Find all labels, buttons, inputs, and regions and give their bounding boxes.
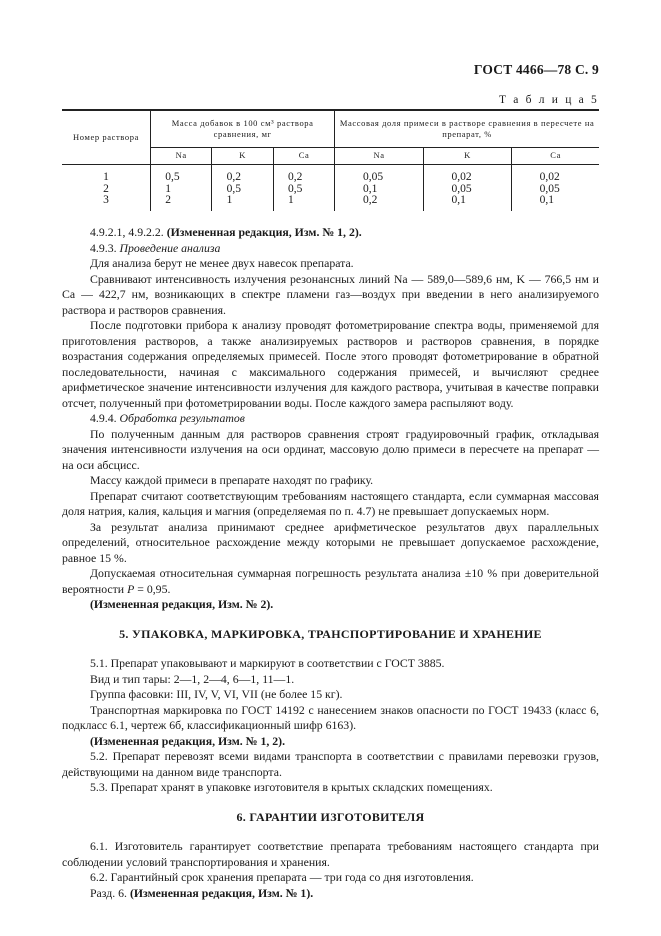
paragraph: Для анализа берут не менее двух навесок препарата. bbox=[90, 256, 354, 270]
clause-number: 4.9.4. bbox=[90, 411, 120, 425]
table-cell bbox=[273, 165, 334, 184]
table-cell bbox=[151, 184, 212, 196]
page-header: ГОСТ 4466—78 С. 9 bbox=[473, 62, 599, 77]
table-cell bbox=[423, 184, 512, 196]
subheader-na: Na bbox=[151, 148, 212, 165]
paragraph: За результат анализа принимают среднее арифметическое результатов двух параллельных определений, относительное расхождение между которыми не превышает допускаемое расхождение, равное 15 %. bbox=[62, 519, 599, 565]
table-cell: 3 bbox=[103, 194, 109, 206]
col-header-group-fraction: Массовая доля примеси в растворе сравнения в пересчете на препарат, % bbox=[335, 110, 599, 148]
text-run: Допускаемая относительная суммарная погрешность результата анализа ±10 % при доверительной вероятности bbox=[62, 566, 599, 596]
paragraph bbox=[62, 225, 599, 241]
subheader-k: K bbox=[423, 148, 512, 165]
paragraph bbox=[62, 411, 599, 427]
amendment-note: (Измененная редакция, Изм. № 1, 2). bbox=[166, 225, 362, 239]
cell-value: 0,5 bbox=[165, 171, 180, 183]
variable: P bbox=[127, 581, 135, 596]
cell-value: 0,1 bbox=[363, 182, 378, 195]
cell-value: 0,2 bbox=[226, 171, 241, 183]
subheader-ca: Ca bbox=[512, 148, 599, 165]
paragraph: 5.1. Препарат упаковывают и маркируют в соответствии с ГОСТ 3885. bbox=[90, 656, 445, 670]
table-cell bbox=[512, 184, 599, 196]
subheader-ca: Ca bbox=[273, 148, 334, 165]
paragraph: 5.3. Препарат хранят в упаковке изготовителя в крытых складских помещениях. bbox=[90, 780, 493, 794]
text-run: = 0,95. bbox=[134, 581, 171, 596]
table-cell bbox=[512, 195, 599, 211]
cell-value: 0,5 bbox=[226, 182, 241, 195]
clause-ref: 4.9.2.1, 4.9.2.2. bbox=[90, 225, 167, 239]
paragraph: 6.1. Изготовитель гарантирует соответствие препарата требованиям настоящего стандарта при соблюдении условий транспортирования и хранения. bbox=[62, 839, 599, 869]
cell-value: 0,1 bbox=[539, 194, 554, 206]
cell-value: 0,2 bbox=[288, 171, 303, 183]
table-cell bbox=[335, 165, 424, 184]
section-5-title: 5. УПАКОВКА, МАРКИРОВКА, ТРАНСПОРТИРОВАНИЕ И ХРАНЕНИЕ bbox=[119, 626, 542, 641]
table-cell: 1 bbox=[103, 171, 109, 183]
cell-value: 1 bbox=[288, 194, 294, 206]
data-table bbox=[62, 109, 599, 211]
text-run: Разд. 6. bbox=[90, 885, 130, 900]
table-cell bbox=[273, 184, 334, 196]
cell-value: 0,1 bbox=[451, 194, 466, 206]
table-cell bbox=[335, 195, 424, 211]
paragraph: После подготовки прибора к анализу проводят фотометрирование спектра воды, применяемой для приготовления растворов, а также анализируемых растворов и растворов сравнения, в порядке возрастания содержания определяемых примесей. После этого проводят фотометрирование в обратной последовательности, начиная с максимального содержания примесей, и вычисляют среднее арифметическое значение интенсивности излучения для каждого раствора, учитывая в качестве поправки отсчет, полученный при фотометрировании воды. После каждого замера распыляют воду. bbox=[62, 318, 599, 410]
paragraph bbox=[62, 566, 599, 597]
table-caption: Т а б л и ц а 5 bbox=[498, 94, 599, 106]
clause-title: Проведение анализа bbox=[119, 240, 221, 255]
paragraph: Транспортная маркировка по ГОСТ 14192 с нанесением знаков опасности по ГОСТ 19433 (класс 6, подкласс 6.1, чертеж 6б, классификационный шифр 6163). bbox=[62, 702, 599, 732]
table-cell bbox=[212, 165, 273, 184]
subheader-na: Na bbox=[335, 148, 424, 165]
clause-title: Обработка результатов bbox=[119, 411, 245, 425]
section-6-title: 6. ГАРАНТИИ ИЗГОТОВИТЕЛЯ bbox=[236, 809, 425, 824]
paragraph: 5.2. Препарат перевозят всеми видами транспорта в соответствии с правилами перевозки грузов, действующими на данном виде транспорта. bbox=[62, 749, 599, 779]
cell-value: 1 bbox=[165, 182, 171, 195]
table-cell bbox=[212, 184, 273, 196]
cell-value: 0,05 bbox=[539, 182, 560, 195]
table-cell bbox=[151, 195, 212, 211]
document-body bbox=[62, 225, 599, 901]
paragraph bbox=[62, 886, 599, 902]
subheader-k: K bbox=[212, 148, 273, 165]
table-cell bbox=[273, 195, 334, 211]
table-cell: 2 bbox=[103, 182, 109, 195]
paragraph: Группа фасовки: III, IV, V, VI, VII (не более 15 кг). bbox=[90, 687, 343, 701]
paragraph: По полученным данным для растворов сравнения строят градуировочный график, откладывая значения интенсивности излучения на оси ординат, массовую долю примеси в пересчете на препарат — на оси абсцисс. bbox=[62, 426, 599, 472]
col-header-group-mass: Масса добавок в 100 см³ раствора сравнения, мг bbox=[151, 110, 335, 148]
cell-value: 0,02 bbox=[451, 171, 472, 183]
cell-value: 0,02 bbox=[539, 171, 560, 183]
cell-value: 0,05 bbox=[363, 171, 384, 183]
col-header-number: Номер раствора bbox=[62, 110, 151, 165]
paragraph bbox=[62, 241, 599, 257]
table-cell bbox=[151, 165, 212, 184]
table-cell bbox=[212, 195, 273, 211]
cell-value: 0,2 bbox=[363, 194, 378, 206]
table-cell bbox=[335, 184, 424, 196]
clause-number: 4.9.3. bbox=[90, 240, 120, 255]
table-row bbox=[62, 184, 599, 196]
cell-value: 1 bbox=[226, 194, 233, 206]
table-row bbox=[62, 195, 599, 211]
paragraph: Препарат считают соответствующим требованиям настоящего стандарта, если суммарная массовая доля натрия, калия, кальция и магния (определяемая по п. 4.7) не превышает допускаемых норм. bbox=[62, 488, 599, 518]
amendment-note: (Измененная редакция, Изм. № 1). bbox=[129, 885, 314, 900]
table-row bbox=[62, 165, 599, 184]
paragraph: Массу каждой примеси в препарате находят по графику. bbox=[90, 473, 374, 487]
table-cell bbox=[423, 195, 512, 211]
cell-value: 0,5 bbox=[288, 182, 303, 195]
table-cell bbox=[512, 165, 599, 184]
paragraph: Сравнивают интенсивность излучения резонансных линий Na — 589,0—589,6 нм, K — 766,5 нм и Ca — 422,7 нм, возникающих в спектре пламени газ—воздух при введении в него анализируемого раствора и растворов сравнения. bbox=[62, 271, 599, 317]
table-cell bbox=[423, 165, 512, 184]
amendment-note: (Измененная редакция, Изм. № 2). bbox=[90, 597, 274, 611]
cell-value: 2 bbox=[165, 194, 171, 206]
paragraph: 6.2. Гарантийный срок хранения препарата — три года со дня изготовления. bbox=[90, 870, 474, 884]
amendment-note: (Измененная редакция, Изм. № 1, 2). bbox=[90, 733, 286, 748]
paragraph: Вид и тип тары: 2—1, 2—4, 6—1, 11—1. bbox=[90, 671, 295, 686]
cell-value: 0,05 bbox=[451, 182, 472, 195]
